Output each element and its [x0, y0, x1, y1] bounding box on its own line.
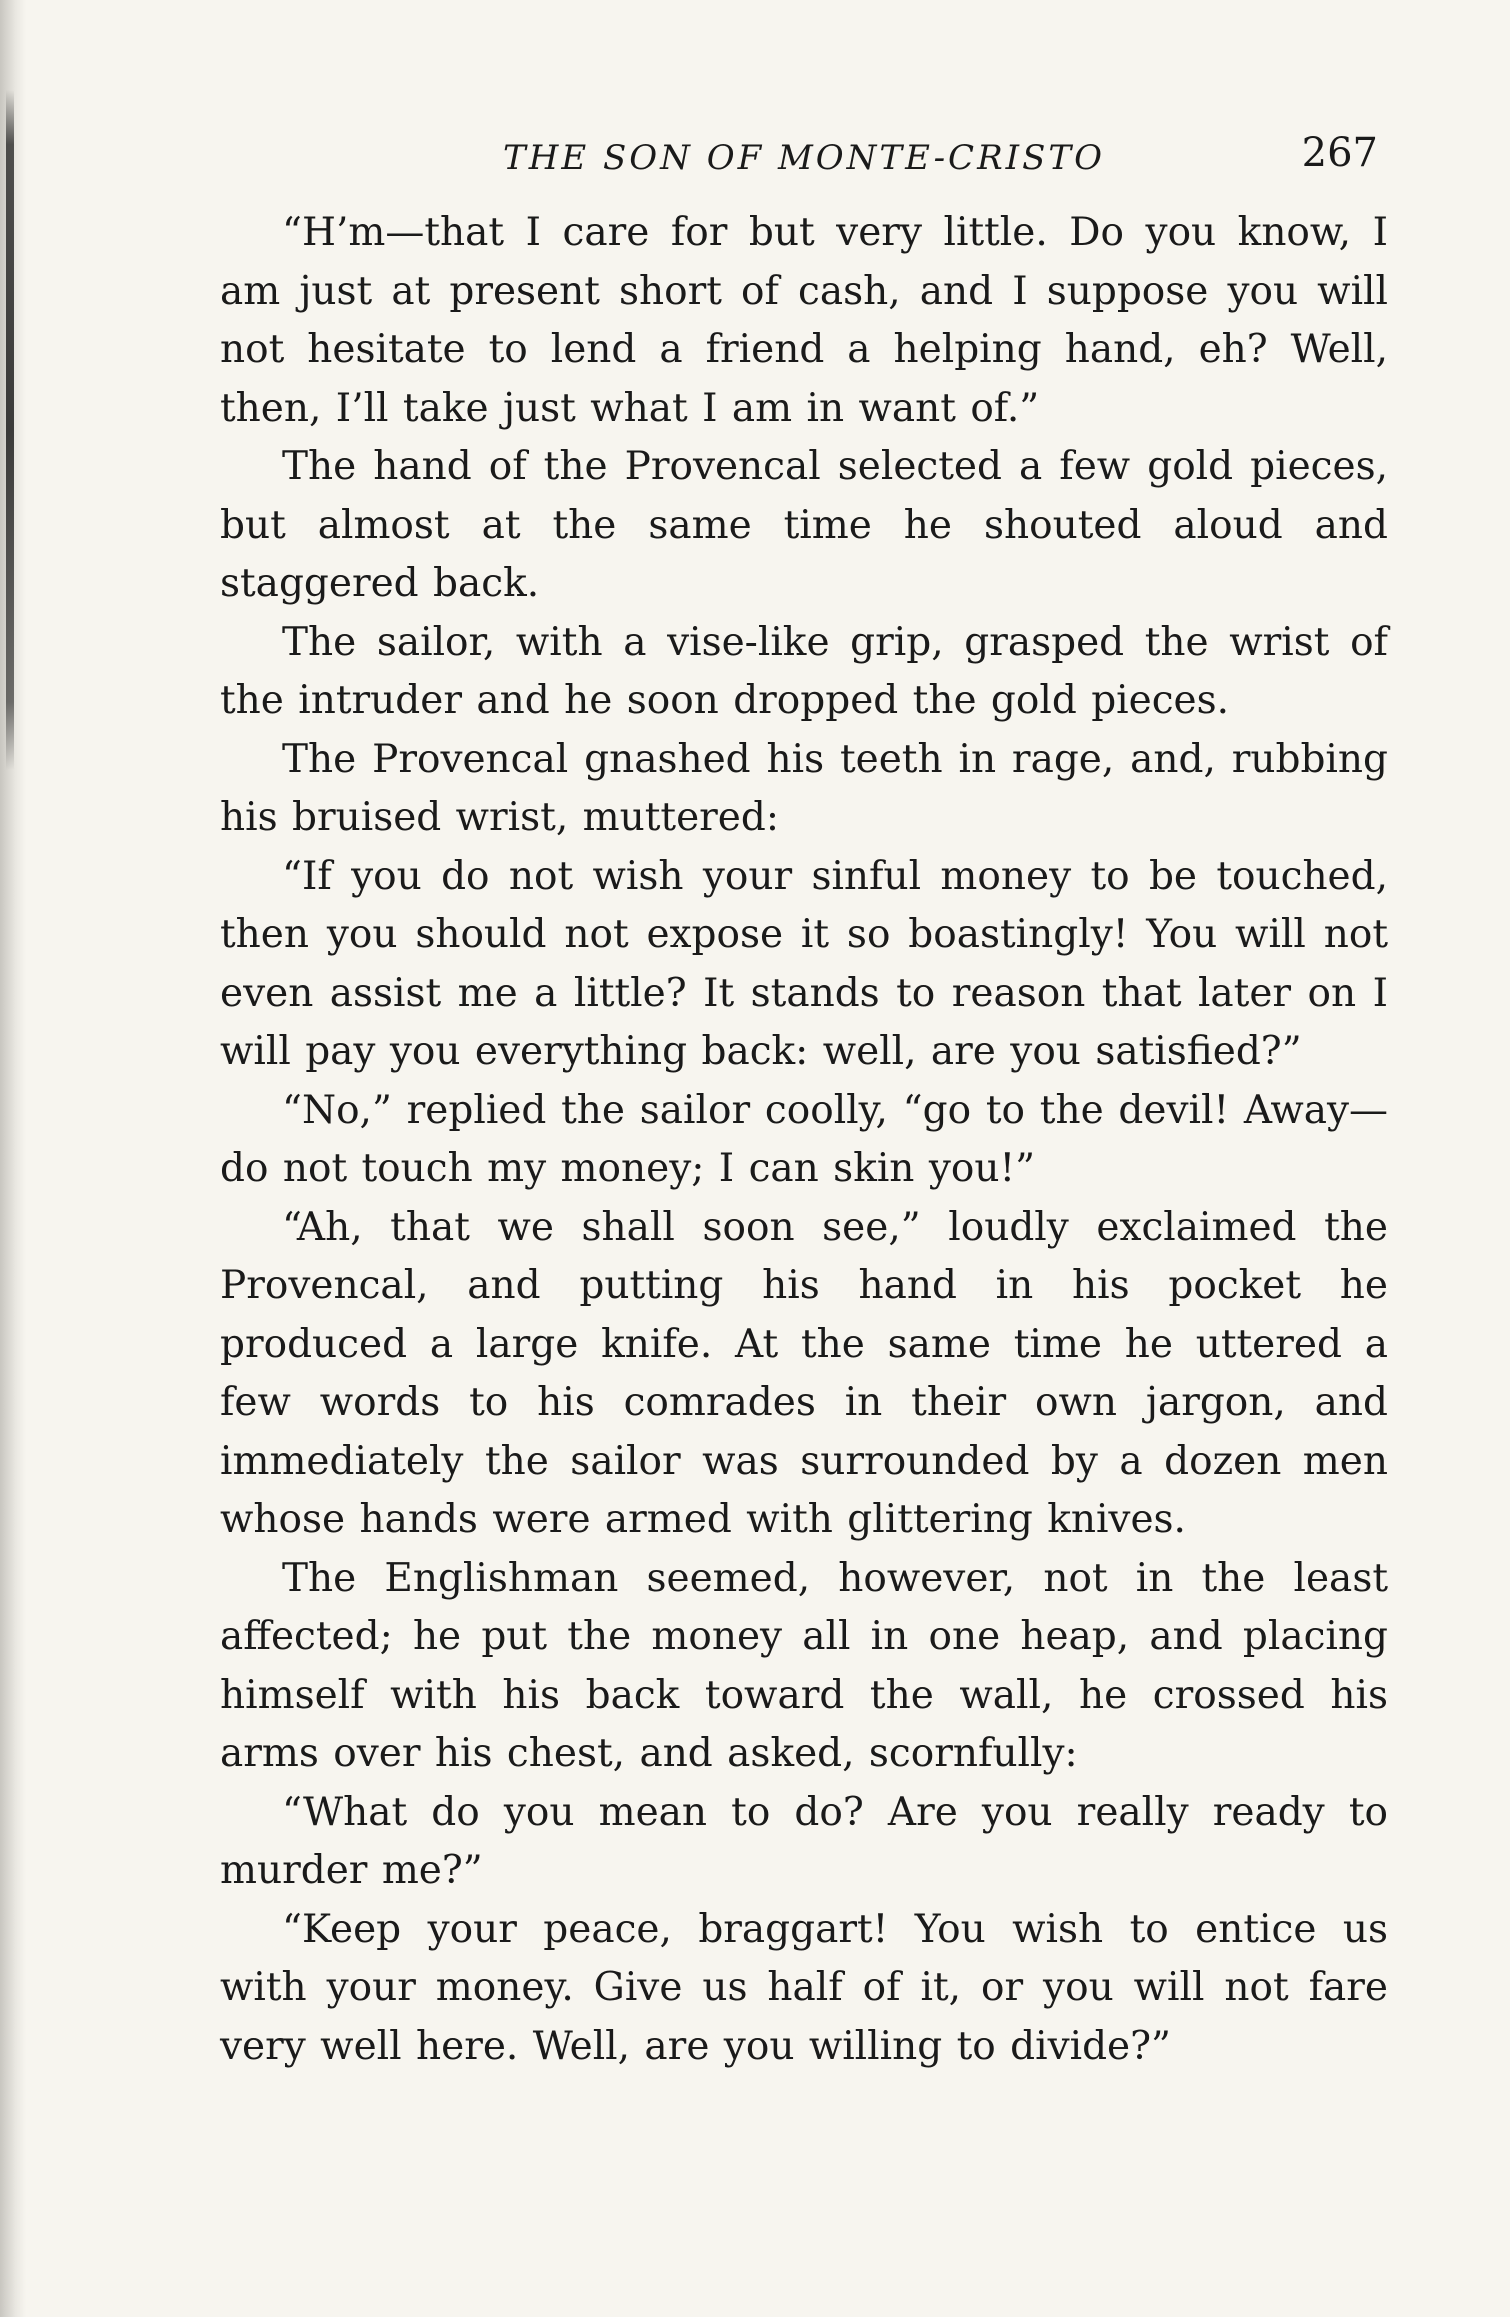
paragraph: The Englishman seemed, however, not in the least affected; he put the money all in one heap, and placing himself with his back toward the wall, he crossed his arms over his chest, and asked, scornfully:: [220, 1555, 1388, 1776]
paragraph: “H’m—that I care for but very little. Do you know, I am just at present short of cash, and I suppose you will not hesitate to lend a friend a helping hand, eh? Well, then, I’ll take just what I am in want of.”: [220, 210, 1388, 431]
paragraph: The Provencal gnashed his teeth in rage, and, rubbing his bruised wrist, muttered:: [220, 736, 1388, 840]
page-number: 267: [1301, 130, 1378, 176]
paragraph: The sailor, with a vise-like grip, grasped the wrist of the intruder and he soon dropped the gold pieces.: [220, 619, 1388, 723]
running-head: [220, 128, 1388, 188]
paragraph: “No,” replied the sailor coolly, “go to the devil! Away—do not touch my money; I can skin you!”: [220, 1087, 1388, 1191]
paragraph: “If you do not wish your sinful money to be touched, then you should not expose it so boastingly! You will not even assist me a little? It stands to reason that later on I will pay you everything back: well, are you satisfied?”: [220, 853, 1388, 1074]
paragraph: “What do you mean to do? Are you really ready to murder me?”: [220, 1789, 1388, 1893]
book-page: [220, 128, 1388, 2076]
running-title: THE SON OF MONTE-CRISTO: [503, 138, 1105, 178]
body-text: [220, 204, 1388, 2076]
paragraph: The hand of the Provencal selected a few gold pieces, but almost at the same time he shouted aloud and staggered back.: [220, 444, 1388, 606]
paragraph: “Keep your peace, braggart! You wish to entice us with your money. Give us half of it, or you will not fare very well here. Well, are you willing to divide?”: [220, 1906, 1388, 2069]
paragraph: “Ah, that we shall soon see,” loudly exclaimed the Provencal, and putting his hand in his pocket he produced a large knife. At the same time he uttered a few words to his comrades in their own jargon, and immediately the sailor was surrounded by a dozen men whose hands were armed with glittering knives.: [220, 1204, 1388, 1542]
margin-scan-mark: [6, 90, 14, 770]
